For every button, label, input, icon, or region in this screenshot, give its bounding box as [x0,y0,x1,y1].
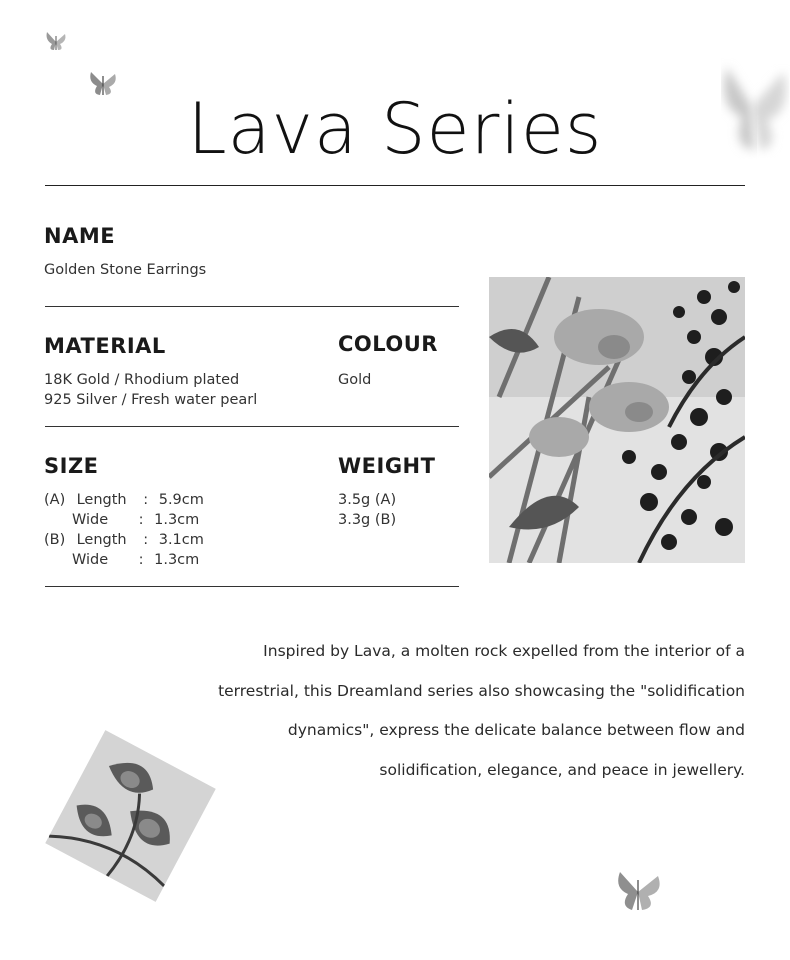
name-heading: NAME [44,224,116,248]
weight-line-2: 3.3g (B) [338,512,397,528]
size-table [44,490,204,570]
colour-heading: COLOUR [338,332,438,356]
section-divider [45,586,459,587]
size-label: Wide [72,512,109,528]
size-row [44,490,204,510]
title-divider [45,185,745,186]
butterfly-icon [610,866,666,916]
product-name: Golden Stone Earrings [44,262,207,278]
size-value: 5.9cm [158,492,204,508]
size-label: Wide [72,552,109,568]
size-separator: : [143,492,149,508]
size-heading: SIZE [44,454,99,478]
size-value: 3.1cm [158,532,204,548]
colour-value: Gold [338,372,372,388]
size-label: Length [76,492,127,508]
size-value: 1.3cm [154,512,200,528]
section-divider [45,306,459,307]
flower-bouquet-photo [489,277,745,563]
material-heading: MATERIAL [44,334,166,358]
section-divider [45,426,459,427]
description-line: dynamics", express the delicate balance between flow and [287,721,745,739]
material-line-2: 925 Silver / Fresh water pearl [44,392,258,408]
size-row [44,530,204,550]
size-separator: : [138,552,144,568]
size-separator: : [143,532,149,548]
description-line: terrestrial, this Dreamland series also showcasing the "solidification [218,681,745,700]
size-label: Length [76,532,127,548]
material-line-1: 18K Gold / Rhodium plated [44,372,240,388]
size-value: 1.3cm [154,552,200,568]
butterfly-icon [44,28,68,54]
weight-line-1: 3.5g (A) [338,492,397,508]
weight-heading: WEIGHT [338,454,436,478]
size-prefix: (A) [44,492,66,508]
description-line: Inspired by Lava, a molten rock expelled from the interior of a [263,642,745,660]
size-separator: : [138,512,144,528]
page-title: Lava Series [187,88,603,170]
size-row [44,550,204,570]
size-row [44,510,204,530]
product-description [145,632,745,790]
size-prefix: (B) [44,532,66,548]
description-line: solidification, elegance, and peace in jewellery. [379,760,745,779]
